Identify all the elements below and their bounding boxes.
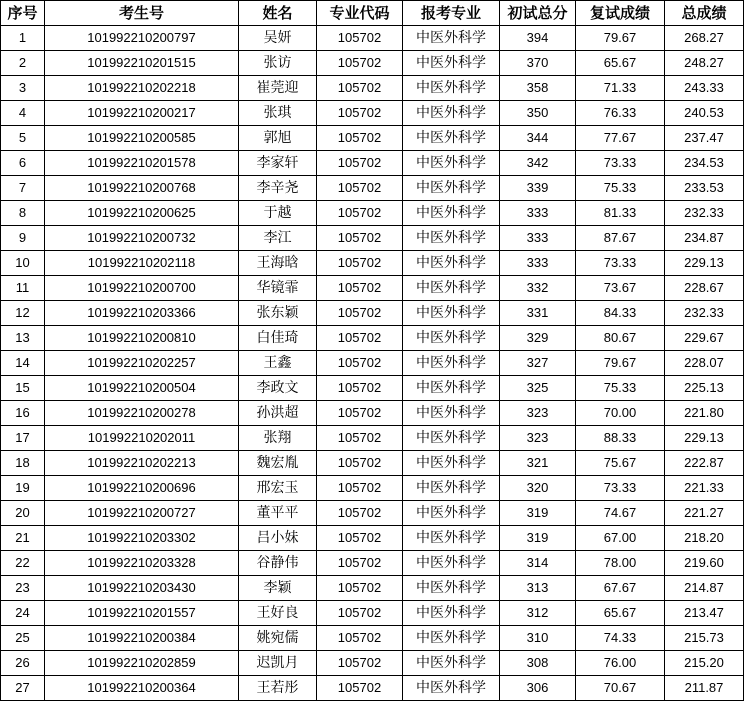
table-row xyxy=(1,276,744,301)
cell-initial-score: 321 xyxy=(500,451,576,476)
cell-name: 姚宛儒 xyxy=(239,626,317,651)
cell-name: 王鑫 xyxy=(239,351,317,376)
column-header-serial-no: 序号 xyxy=(1,1,45,26)
cell-serial-no: 5 xyxy=(1,126,45,151)
cell-total-score: 228.67 xyxy=(665,276,744,301)
column-header-total-score: 总成绩 xyxy=(665,1,744,26)
table-row xyxy=(1,576,744,601)
cell-major-code: 105702 xyxy=(317,626,403,651)
cell-retest-score: 65.67 xyxy=(576,51,665,76)
cell-major-code: 105702 xyxy=(317,201,403,226)
table-row xyxy=(1,76,744,101)
cell-name: 吴妍 xyxy=(239,26,317,51)
cell-total-score: 225.13 xyxy=(665,376,744,401)
cell-major-code: 105702 xyxy=(317,76,403,101)
cell-serial-no: 1 xyxy=(1,26,45,51)
cell-initial-score: 327 xyxy=(500,351,576,376)
cell-name: 崔莞迎 xyxy=(239,76,317,101)
table-row xyxy=(1,401,744,426)
column-header-initial-score: 初试总分 xyxy=(500,1,576,26)
cell-retest-score: 75.33 xyxy=(576,176,665,201)
cell-major: 中医外科学 xyxy=(403,201,500,226)
cell-major-code: 105702 xyxy=(317,676,403,701)
cell-candidate-id: 101992210202257 xyxy=(45,351,239,376)
table-row xyxy=(1,226,744,251)
cell-serial-no: 16 xyxy=(1,401,45,426)
table-row xyxy=(1,476,744,501)
cell-name: 李政文 xyxy=(239,376,317,401)
cell-retest-score: 80.67 xyxy=(576,326,665,351)
cell-candidate-id: 101992210200732 xyxy=(45,226,239,251)
cell-initial-score: 319 xyxy=(500,501,576,526)
cell-name: 吕小妹 xyxy=(239,526,317,551)
cell-major: 中医外科学 xyxy=(403,651,500,676)
cell-major: 中医外科学 xyxy=(403,601,500,626)
cell-retest-score: 84.33 xyxy=(576,301,665,326)
cell-candidate-id: 101992210203430 xyxy=(45,576,239,601)
cell-major: 中医外科学 xyxy=(403,426,500,451)
cell-major: 中医外科学 xyxy=(403,351,500,376)
cell-major-code: 105702 xyxy=(317,651,403,676)
cell-retest-score: 73.33 xyxy=(576,251,665,276)
table-row xyxy=(1,526,744,551)
table-row xyxy=(1,326,744,351)
table-row xyxy=(1,126,744,151)
cell-retest-score: 67.00 xyxy=(576,526,665,551)
cell-major: 中医外科学 xyxy=(403,151,500,176)
cell-retest-score: 81.33 xyxy=(576,201,665,226)
table-row xyxy=(1,651,744,676)
cell-total-score: 221.33 xyxy=(665,476,744,501)
cell-major: 中医外科学 xyxy=(403,501,500,526)
cell-serial-no: 23 xyxy=(1,576,45,601)
cell-name: 于越 xyxy=(239,201,317,226)
cell-serial-no: 9 xyxy=(1,226,45,251)
cell-name: 王海晗 xyxy=(239,251,317,276)
table-row xyxy=(1,301,744,326)
cell-initial-score: 312 xyxy=(500,601,576,626)
cell-major-code: 105702 xyxy=(317,351,403,376)
cell-serial-no: 13 xyxy=(1,326,45,351)
cell-major-code: 105702 xyxy=(317,426,403,451)
cell-major: 中医外科学 xyxy=(403,101,500,126)
cell-name: 王好良 xyxy=(239,601,317,626)
cell-total-score: 234.53 xyxy=(665,151,744,176)
cell-retest-score: 75.33 xyxy=(576,376,665,401)
cell-total-score: 229.13 xyxy=(665,426,744,451)
cell-name: 李家轩 xyxy=(239,151,317,176)
cell-major: 中医外科学 xyxy=(403,126,500,151)
cell-candidate-id: 101992210200727 xyxy=(45,501,239,526)
cell-major-code: 105702 xyxy=(317,401,403,426)
cell-major: 中医外科学 xyxy=(403,51,500,76)
cell-candidate-id: 101992210200768 xyxy=(45,176,239,201)
cell-name: 魏宏胤 xyxy=(239,451,317,476)
table-row xyxy=(1,101,744,126)
table-row xyxy=(1,201,744,226)
cell-total-score: 218.20 xyxy=(665,526,744,551)
cell-major-code: 105702 xyxy=(317,151,403,176)
cell-major-code: 105702 xyxy=(317,526,403,551)
cell-major: 中医外科学 xyxy=(403,176,500,201)
cell-candidate-id: 101992210202213 xyxy=(45,451,239,476)
table-row xyxy=(1,626,744,651)
cell-total-score: 228.07 xyxy=(665,351,744,376)
cell-initial-score: 394 xyxy=(500,26,576,51)
cell-total-score: 215.20 xyxy=(665,651,744,676)
cell-initial-score: 342 xyxy=(500,151,576,176)
cell-name: 孙洪超 xyxy=(239,401,317,426)
cell-serial-no: 19 xyxy=(1,476,45,501)
cell-name: 董平平 xyxy=(239,501,317,526)
cell-initial-score: 331 xyxy=(500,301,576,326)
cell-major-code: 105702 xyxy=(317,476,403,501)
cell-major-code: 105702 xyxy=(317,451,403,476)
cell-retest-score: 74.67 xyxy=(576,501,665,526)
cell-initial-score: 314 xyxy=(500,551,576,576)
cell-candidate-id: 101992210203366 xyxy=(45,301,239,326)
cell-initial-score: 344 xyxy=(500,126,576,151)
cell-serial-no: 17 xyxy=(1,426,45,451)
cell-initial-score: 329 xyxy=(500,326,576,351)
cell-name: 张琪 xyxy=(239,101,317,126)
cell-total-score: 233.53 xyxy=(665,176,744,201)
cell-serial-no: 24 xyxy=(1,601,45,626)
cell-candidate-id: 101992210200384 xyxy=(45,626,239,651)
cell-retest-score: 73.67 xyxy=(576,276,665,301)
cell-retest-score: 70.00 xyxy=(576,401,665,426)
column-header-major: 报考专业 xyxy=(403,1,500,26)
cell-candidate-id: 101992210201557 xyxy=(45,601,239,626)
cell-serial-no: 20 xyxy=(1,501,45,526)
cell-initial-score: 333 xyxy=(500,226,576,251)
column-header-candidate-id: 考生号 xyxy=(45,1,239,26)
cell-major-code: 105702 xyxy=(317,551,403,576)
cell-candidate-id: 101992210202118 xyxy=(45,251,239,276)
cell-initial-score: 333 xyxy=(500,251,576,276)
cell-serial-no: 8 xyxy=(1,201,45,226)
cell-retest-score: 71.33 xyxy=(576,76,665,101)
cell-serial-no: 25 xyxy=(1,626,45,651)
cell-major-code: 105702 xyxy=(317,226,403,251)
cell-total-score: 211.87 xyxy=(665,676,744,701)
cell-major-code: 105702 xyxy=(317,51,403,76)
cell-initial-score: 325 xyxy=(500,376,576,401)
cell-serial-no: 6 xyxy=(1,151,45,176)
cell-retest-score: 65.67 xyxy=(576,601,665,626)
column-header-name: 姓名 xyxy=(239,1,317,26)
cell-retest-score: 88.33 xyxy=(576,426,665,451)
cell-serial-no: 14 xyxy=(1,351,45,376)
cell-initial-score: 323 xyxy=(500,401,576,426)
cell-total-score: 237.47 xyxy=(665,126,744,151)
cell-total-score: 215.73 xyxy=(665,626,744,651)
cell-major-code: 105702 xyxy=(317,126,403,151)
cell-total-score: 240.53 xyxy=(665,101,744,126)
cell-name: 谷静伟 xyxy=(239,551,317,576)
cell-retest-score: 76.33 xyxy=(576,101,665,126)
cell-candidate-id: 101992210200700 xyxy=(45,276,239,301)
cell-major: 中医外科学 xyxy=(403,451,500,476)
cell-major: 中医外科学 xyxy=(403,401,500,426)
cell-total-score: 221.80 xyxy=(665,401,744,426)
cell-major-code: 105702 xyxy=(317,301,403,326)
cell-initial-score: 333 xyxy=(500,201,576,226)
cell-candidate-id: 101992210201578 xyxy=(45,151,239,176)
cell-major: 中医外科学 xyxy=(403,326,500,351)
cell-name: 郭旭 xyxy=(239,126,317,151)
table-row xyxy=(1,451,744,476)
cell-candidate-id: 101992210202859 xyxy=(45,651,239,676)
cell-name: 李辛尧 xyxy=(239,176,317,201)
cell-retest-score: 74.33 xyxy=(576,626,665,651)
cell-name: 邢宏玉 xyxy=(239,476,317,501)
cell-candidate-id: 101992210200810 xyxy=(45,326,239,351)
table-row xyxy=(1,601,744,626)
cell-major-code: 105702 xyxy=(317,501,403,526)
cell-retest-score: 79.67 xyxy=(576,351,665,376)
cell-major: 中医外科学 xyxy=(403,301,500,326)
cell-candidate-id: 101992210200278 xyxy=(45,401,239,426)
cell-candidate-id: 101992210200797 xyxy=(45,26,239,51)
cell-retest-score: 70.67 xyxy=(576,676,665,701)
cell-initial-score: 320 xyxy=(500,476,576,501)
cell-total-score: 268.27 xyxy=(665,26,744,51)
cell-name: 白佳琦 xyxy=(239,326,317,351)
cell-initial-score: 370 xyxy=(500,51,576,76)
cell-candidate-id: 101992210201515 xyxy=(45,51,239,76)
cell-total-score: 213.47 xyxy=(665,601,744,626)
table-row xyxy=(1,501,744,526)
table-body xyxy=(1,26,744,701)
cell-serial-no: 2 xyxy=(1,51,45,76)
cell-initial-score: 319 xyxy=(500,526,576,551)
column-header-major-code: 专业代码 xyxy=(317,1,403,26)
cell-candidate-id: 101992210200696 xyxy=(45,476,239,501)
cell-initial-score: 306 xyxy=(500,676,576,701)
cell-major-code: 105702 xyxy=(317,101,403,126)
cell-total-score: 234.87 xyxy=(665,226,744,251)
table-row xyxy=(1,676,744,701)
cell-serial-no: 27 xyxy=(1,676,45,701)
cell-candidate-id: 101992210203328 xyxy=(45,551,239,576)
cell-initial-score: 332 xyxy=(500,276,576,301)
cell-candidate-id: 101992210203302 xyxy=(45,526,239,551)
cell-name: 李颖 xyxy=(239,576,317,601)
cell-name: 张东颖 xyxy=(239,301,317,326)
cell-initial-score: 308 xyxy=(500,651,576,676)
cell-initial-score: 310 xyxy=(500,626,576,651)
cell-candidate-id: 101992210200585 xyxy=(45,126,239,151)
table-row xyxy=(1,176,744,201)
cell-major-code: 105702 xyxy=(317,26,403,51)
cell-serial-no: 26 xyxy=(1,651,45,676)
cell-total-score: 214.87 xyxy=(665,576,744,601)
cell-total-score: 221.27 xyxy=(665,501,744,526)
cell-total-score: 229.13 xyxy=(665,251,744,276)
cell-retest-score: 77.67 xyxy=(576,126,665,151)
cell-total-score: 222.87 xyxy=(665,451,744,476)
cell-serial-no: 3 xyxy=(1,76,45,101)
table-row xyxy=(1,151,744,176)
cell-total-score: 232.33 xyxy=(665,301,744,326)
cell-major-code: 105702 xyxy=(317,251,403,276)
cell-initial-score: 350 xyxy=(500,101,576,126)
cell-serial-no: 21 xyxy=(1,526,45,551)
cell-serial-no: 10 xyxy=(1,251,45,276)
cell-major: 中医外科学 xyxy=(403,276,500,301)
cell-retest-score: 78.00 xyxy=(576,551,665,576)
cell-major: 中医外科学 xyxy=(403,26,500,51)
cell-major-code: 105702 xyxy=(317,176,403,201)
cell-major: 中医外科学 xyxy=(403,76,500,101)
table-row xyxy=(1,551,744,576)
cell-candidate-id: 101992210200364 xyxy=(45,676,239,701)
cell-name: 华镜霏 xyxy=(239,276,317,301)
cell-major: 中医外科学 xyxy=(403,551,500,576)
cell-major: 中医外科学 xyxy=(403,226,500,251)
cell-retest-score: 76.00 xyxy=(576,651,665,676)
cell-total-score: 243.33 xyxy=(665,76,744,101)
cell-serial-no: 12 xyxy=(1,301,45,326)
cell-name: 张访 xyxy=(239,51,317,76)
cell-serial-no: 4 xyxy=(1,101,45,126)
cell-initial-score: 358 xyxy=(500,76,576,101)
cell-candidate-id: 101992210202218 xyxy=(45,76,239,101)
cell-major: 中医外科学 xyxy=(403,626,500,651)
cell-major-code: 105702 xyxy=(317,276,403,301)
cell-major-code: 105702 xyxy=(317,376,403,401)
table-row xyxy=(1,351,744,376)
table-row xyxy=(1,251,744,276)
cell-serial-no: 11 xyxy=(1,276,45,301)
table-row xyxy=(1,51,744,76)
cell-retest-score: 79.67 xyxy=(576,26,665,51)
cell-serial-no: 22 xyxy=(1,551,45,576)
cell-name: 张翔 xyxy=(239,426,317,451)
cell-total-score: 232.33 xyxy=(665,201,744,226)
cell-major: 中医外科学 xyxy=(403,526,500,551)
cell-major: 中医外科学 xyxy=(403,476,500,501)
cell-total-score: 219.60 xyxy=(665,551,744,576)
cell-major: 中医外科学 xyxy=(403,576,500,601)
cell-initial-score: 339 xyxy=(500,176,576,201)
cell-serial-no: 15 xyxy=(1,376,45,401)
cell-initial-score: 323 xyxy=(500,426,576,451)
column-header-retest-score: 复试成绩 xyxy=(576,1,665,26)
cell-major: 中医外科学 xyxy=(403,376,500,401)
cell-major: 中医外科学 xyxy=(403,251,500,276)
cell-total-score: 229.67 xyxy=(665,326,744,351)
cell-retest-score: 87.67 xyxy=(576,226,665,251)
table-row xyxy=(1,26,744,51)
cell-candidate-id: 101992210202011 xyxy=(45,426,239,451)
cell-retest-score: 67.67 xyxy=(576,576,665,601)
cell-total-score: 248.27 xyxy=(665,51,744,76)
cell-serial-no: 7 xyxy=(1,176,45,201)
cell-major-code: 105702 xyxy=(317,576,403,601)
table-row xyxy=(1,426,744,451)
table-row xyxy=(1,376,744,401)
cell-name: 迟凯月 xyxy=(239,651,317,676)
cell-initial-score: 313 xyxy=(500,576,576,601)
cell-candidate-id: 101992210200625 xyxy=(45,201,239,226)
cell-candidate-id: 101992210200217 xyxy=(45,101,239,126)
cell-major-code: 105702 xyxy=(317,601,403,626)
cell-candidate-id: 101992210200504 xyxy=(45,376,239,401)
cell-major-code: 105702 xyxy=(317,326,403,351)
cell-retest-score: 75.67 xyxy=(576,451,665,476)
cell-retest-score: 73.33 xyxy=(576,151,665,176)
cell-name: 李江 xyxy=(239,226,317,251)
cell-major: 中医外科学 xyxy=(403,676,500,701)
cell-retest-score: 73.33 xyxy=(576,476,665,501)
cell-serial-no: 18 xyxy=(1,451,45,476)
cell-name: 王若彤 xyxy=(239,676,317,701)
header-row xyxy=(1,1,744,26)
